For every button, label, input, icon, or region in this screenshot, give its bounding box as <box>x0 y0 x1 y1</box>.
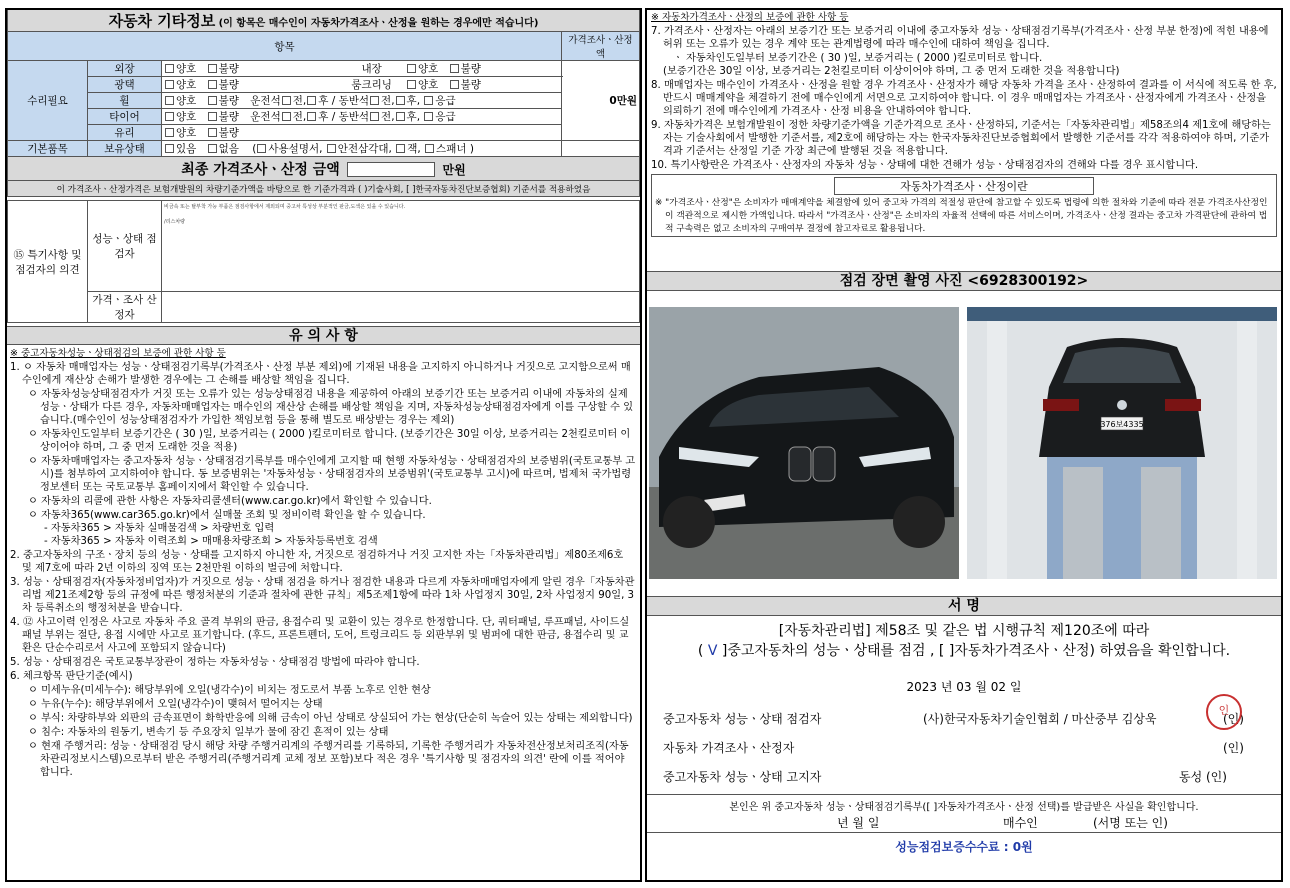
signature-law-line: [자동차관리법] 제58조 및 같은 법 시행규칙 제120조에 따라 <box>778 623 1150 639</box>
receipt-date: 년 월 일 <box>837 816 880 830</box>
exterior-bad-checkbox[interactable] <box>208 64 217 73</box>
notice-item: 2. 중고자동차의 구조ㆍ장치 등의 성능ㆍ상태를 고지하지 아니한 자, 거짓으로 점검하거나 거짓 고지한 자는「자동차관리법」제80조제6호 및 제7호에 따라 2년 이하의 징역 또는 2천만원 이하의 벌금에 처합니다. <box>10 550 624 574</box>
signature-confirm-line: ( V ]중고자동차의 성능ㆍ상태를 점검 , [ ]자동차가격조사ㆍ산정) 하였음을 확인합니다. <box>697 643 1231 659</box>
row-possession: 보유상태 <box>88 141 162 157</box>
glass-good-checkbox[interactable] <box>165 128 174 137</box>
notice-item: ㅇ 침수: 자동차의 원동기, 변속기 등 주요장치 일부가 물에 잠긴 흔적이 있는 상태 <box>28 727 389 738</box>
wheel-bad-checkbox[interactable] <box>208 96 217 105</box>
gloss-good-checkbox[interactable] <box>165 80 174 89</box>
exterior-good-checkbox[interactable] <box>165 64 174 73</box>
rear-plate-text: 376보4335 <box>1100 420 1144 429</box>
gloss-options: 양호 불량 룸크리닝 양호 불량 <box>162 77 562 93</box>
final-price-basis: 이 가격조사ㆍ산정가격은 보험개발원의 차량기준가액을 바탕으로 한 기준가격과 ( )기술사회, [ ]한국자동차진단보증협회) 기준서를 적용하였음 <box>8 181 640 197</box>
notice-list <box>7 345 640 779</box>
guarantee-item: ㆍ 자동차인도일부터 보증기간은 ( 30 )일, 보증거리는 ( 2000 )킬로미터로 합니다. <box>673 53 1043 64</box>
buyer-label: 매수인 <box>1003 816 1038 830</box>
guarantee-item: (보증기간은 30일 이상, 보증거리는 2천킬로미터 이상이어야 하며, 그 중 먼저 도래한 것을 적용합니다) <box>663 66 1120 77</box>
left-panel <box>5 8 642 882</box>
wheel-good-checkbox[interactable] <box>165 96 174 105</box>
glass-bad-checkbox[interactable] <box>208 128 217 137</box>
photo-title: 점검 장면 촬영 사진 <6928300192> <box>647 271 1281 291</box>
wheel-passenger-front-checkbox[interactable] <box>370 96 379 105</box>
right-panel <box>645 8 1283 882</box>
group-repair: 수리필요 <box>8 61 88 141</box>
possession-yes-checkbox[interactable] <box>165 144 174 153</box>
possession-no-checkbox[interactable] <box>208 144 217 153</box>
special-label: ⑮ 특기사항 및 점검자의 의견 <box>8 201 88 323</box>
notice-item: ㅇ 자동차성능상태점검자가 거짓 또는 오류가 있는 성능상태점검 내용을 제공하여 아래의 보증기간 또는 보증거리 이내에 자동차의 실제 성능ㆍ상태가 다른 경우, 자동차매매업자는 매수인의 재산상 손해를 배상할 책임을 지며, 자동차성능상태점검자에게 이를 구상할 수 있습니다.(매수인이 성능상태점검자가 가입한 책임보험 등을 통해 별도로 배상받는 경우는 제외) <box>28 389 634 426</box>
tire-driver-front-checkbox[interactable] <box>282 112 291 121</box>
gloss-bad-checkbox[interactable] <box>208 80 217 89</box>
special-notes-table <box>7 200 640 323</box>
wheel-driver-front-checkbox[interactable] <box>282 96 291 105</box>
tire-bad-checkbox[interactable] <box>208 112 217 121</box>
inspector-seal: (인) <box>1223 712 1244 726</box>
spanner-checkbox[interactable] <box>425 144 434 153</box>
perf-inspector-label: 성능ㆍ상태 점검자 <box>88 201 162 292</box>
notice-item: ㅇ 자동차인도일부터 보증기간은 ( 30 )일, 보증거리는 ( 2000 )킬로미터로 합니다. (보증기간은 30일 이상, 보증거리는 2천킬로미터 이상이어야 하며, 그 중 먼저 도래한 것을 적용) <box>28 429 631 453</box>
appraisal-definition-text: ※ "가격조사ㆍ산정"은 소비자가 매매계약을 체결함에 있어 중고차 가격의 적절성 판단에 참고할 수 있도록 법령에 의한 절차와 기준에 따라 전문 가격조사산정인이 객관적으로 제시한 가액입니다. 따라서 "가격조사ㆍ산정"은 소비자의 자율적 선택에 따른 서비스이며, 가격조사ㆍ산정 결과는 중고차 가격판단에 관하여 법적 구속력은 없고 소비자의 구매여부 결정에 참고자료로 활용됩니다. <box>655 198 1268 234</box>
section-title: 자동차 기타정보 (이 항목은 매수인이 자동차가격조사ㆍ산정을 원하는 경우에만 적습니다) <box>8 10 640 32</box>
notice-item: - 자동차365 > 자동차 실매물검색 > 차량번호 입력 <box>44 523 275 534</box>
tire-options: 양호 불량 운전석 전, 후 / 동반석 전, 후, 응급 <box>162 109 562 125</box>
notice-item: ㅇ 부식: 차량하부와 외판의 금속표면이 화학반응에 의해 금속이 아닌 상태로 상실되어 가는 현상(단순히 녹슬어 있는 상태는 제외합니다) <box>28 713 633 724</box>
appraisal-definition-title: 자동차가격조사ㆍ산정이란 <box>834 177 1094 195</box>
interior-good-checkbox[interactable] <box>407 64 416 73</box>
signature-date: 2023 년 03 월 02 일 <box>906 680 1022 694</box>
guarantee-item: 8. 매매업자는 매수인이 가격조사ㆍ산정을 원할 경우 가격조사ㆍ산정자가 해당 자동차 가격을 조사ㆍ산정하여 결과를 이 서식에 적도록 한 후, 반드시 매매계약을 체결하기 전에 매수인에게 서면으로 고지하여야 합니다. 이 경우 매매업자는 가격조사ㆍ산정자에게 가격조사ㆍ산정을 의뢰하기 전에 매수인에게 가격조사ㆍ산정 비용을 안내하여야 합니다. <box>651 80 1277 117</box>
notice-item: ㅇ 누유(누수): 해당부위에서 오일(냉각수)이 맺혀서 떨어지는 상태 <box>28 699 323 710</box>
guarantee-item: 7. 가격조사ㆍ산정자는 아래의 보증기간 또는 보증거리 이내에 중고자동차 성능ㆍ상태점검기록부(가격조사ㆍ산정 부분 한정)에 적힌 내용에 허위 또는 오류가 있는 경우 계약 또는 관계법령에 따라 매수인에 대하여 책임을 집니다. <box>651 26 1269 50</box>
wheel-passenger-rear-checkbox[interactable] <box>396 96 405 105</box>
front-car-image <box>649 307 959 579</box>
inspector-org: (사)한국자동차기술인협회 / 마산중부 김상욱 <box>923 712 1157 726</box>
notice-item: ㅇ 자동차의 리콜에 관한 사항은 자동차리콜센터(www.car.go.kr)에서 확인할 수 있습니다. <box>28 496 432 507</box>
notice-subtitle: ※ 중고자동차성능ㆍ상태점검의 보증에 관한 사항 등 <box>10 348 226 359</box>
final-price-input[interactable] <box>347 162 435 177</box>
inspection-checkmark[interactable]: V <box>707 643 718 659</box>
signature-section <box>647 616 1281 878</box>
glass-options: 양호 불량 <box>162 125 562 141</box>
room-good-checkbox[interactable] <box>407 80 416 89</box>
notice-item: ㅇ 현재 주행거리: 성능ㆍ상태점검 당시 해당 차량 주행거리계의 주행거리를 기록하되, 기록한 주행거리가 자동차전산정보처리조직(자동차관리정보시스템)으로부터 받은 주행거리(주행거리계 교체 정보 포함)보다 적은 경우 '특기사항 및 점검자의 의견' 란에 이를 적어야 합니다. <box>28 741 629 778</box>
wheel-emergency-checkbox[interactable] <box>424 96 433 105</box>
manual-checkbox[interactable] <box>257 144 266 153</box>
group-basic: 기본품목 <box>8 141 88 157</box>
price-value: 0만원 <box>562 61 640 141</box>
interior-bad-checkbox[interactable] <box>450 64 459 73</box>
guarantee-item: 10. 특기사항란은 가격조사ㆍ산정자의 자동차 성능ㆍ상태에 대한 견해가 성능ㆍ상태점검자의 견해와 다를 경우 표시합니다. <box>651 160 1199 171</box>
tire-emergency-checkbox[interactable] <box>424 112 433 121</box>
row-tire: 타이어 <box>88 109 162 125</box>
notice-item: 4. ⑫ 사고이력 인정은 사고로 자동차 주요 골격 부위의 판금, 용접수리 및 교환이 있는 경우로 한정합니다. 단, 쿼터패널, 루프패널, 사이드실패널 부위는 절단, 용접 시에만 사고로 표기합니다. (후드, 프론트펜더, 도어, 트렁크리드 등 외판부위 및 범퍼에 대한 판금, 용접수리 및 교환은 단순수리로서 사고에 포함되지 않습니다) <box>10 617 630 654</box>
col-item: 항목 <box>8 32 562 61</box>
vehicle-other-info-table <box>7 10 640 197</box>
jack-checkbox[interactable] <box>396 144 405 153</box>
appraiser-seal: (인) <box>1223 741 1244 755</box>
front-car-photo <box>649 307 959 579</box>
room-bad-checkbox[interactable] <box>450 80 459 89</box>
price-guarantee-title: ※ 자동차가격조사ㆍ산정의 보증에 관한 사항 등 <box>651 12 849 23</box>
row-glass: 유리 <box>88 125 162 141</box>
price-appraiser-label: 가격ㆍ조사 산정자 <box>88 292 162 323</box>
final-price-row: 최종 가격조사ㆍ산정 금액 만원 <box>8 157 640 181</box>
official-stamp: 인 <box>1206 694 1242 730</box>
rear-car-photo <box>967 307 1277 579</box>
notice-item: ㅇ 자동차365(www.car365.go.kr)에서 실매물 조회 및 정비이력 확인을 할 수 있습니다. <box>28 510 426 521</box>
notice-item: ㅇ 미세누유(미세누수): 해당부위에 오일(냉각수)이 비치는 정도로서 부품 노후로 인한 현상 <box>28 685 431 696</box>
tire-driver-rear-checkbox[interactable] <box>307 112 316 121</box>
notice-item: 5. 성능ㆍ상태점검은 국토교통부장관이 정하는 자동차성능ㆍ상태점검 방법에 따라야 합니다. <box>10 657 420 668</box>
photo-area <box>647 291 1281 596</box>
signature-title: 서 명 <box>647 596 1281 616</box>
receipt-statement: 본인은 위 중고자동차 성능ㆍ상태점검기록부([ ]자동차가격조사ㆍ산정 선택)를 발급받은 사실을 확인합니다. <box>729 802 1199 813</box>
notice-title: 유 의 사 항 <box>7 326 640 345</box>
fee-text: 성능점검보증수수료 : 0원 <box>895 840 1033 854</box>
buyer-sign: (서명 또는 인) <box>1093 816 1168 830</box>
notice-item: - 자동차365 > 자동차 이력조회 > 매매용차량조회 > 자동차등록번호 검색 <box>44 536 378 547</box>
exterior-options: 양호 불량 내장 양호 불량 <box>162 61 562 77</box>
appraiser-label: 자동차 가격조사ㆍ산정자 <box>663 741 795 755</box>
tire-good-checkbox[interactable] <box>165 112 174 121</box>
perf-inspector-opinion: 비금속 또는 탈부착 가능 부품은 점검사항에서 제외되며 중고차 특성상 부분적인 판금,도색은 있을 수 있습니다. /리스차량 <box>162 201 640 292</box>
tire-passenger-front-checkbox[interactable] <box>370 112 379 121</box>
col-price: 가격조사ㆍ산정액 <box>562 32 640 61</box>
tire-passenger-rear-checkbox[interactable] <box>396 112 405 121</box>
row-room: 룸크리닝 <box>351 79 392 91</box>
wheel-options: 양호 불량 운전석 전, 후 / 동반석 전, 후, 응급 <box>162 93 562 109</box>
triangle-checkbox[interactable] <box>327 144 336 153</box>
possession-options: 있음 없음 ( 사용설명서, 안전삼각대, 잭, 스패너 ) <box>162 141 562 157</box>
price-guarantee-section <box>647 10 1281 271</box>
rear-car-image <box>967 307 1277 579</box>
notifier-name: 동성 (인) <box>1179 770 1227 784</box>
inspector-label: 중고자동차 성능ㆍ상태 점검자 <box>663 712 822 726</box>
wheel-driver-rear-checkbox[interactable] <box>307 96 316 105</box>
row-interior: 내장 <box>361 63 382 75</box>
row-gloss: 광택 <box>88 77 162 93</box>
notice-item: 6. 체크항목 판단기준(예시) <box>10 671 133 682</box>
price-appraiser-opinion <box>162 292 640 323</box>
notice-item: ㅇ 자동차매매업자는 중고자동차 성능ㆍ상태점검기록부를 매수인에게 고지할 때 현행 자동차성능ㆍ상태점검자의 보증범위(국토교통부 고시)를 첨부하여 고지하여야 합니다. 동 보증범위는 '자동차성능ㆍ상태점검자의 보증범위'(국토교통부 고시)에 따르며, 법제처 국가법령정보센터 또는 국토교통부 홈페이지에서 확인할 수 있습니다. <box>28 456 636 493</box>
guarantee-item: 9. 자동차가격은 보험개발원이 정한 차량기준가액을 기준가격으로 조사ㆍ산정하되, 기준서는「자동차관리법」제58조의4 제1호에 해당하는 자는 기술사회에서 발행한 기준서를, 제2호에 해당하는 자는 한국자동차진단보증협회에서 발행한 기준서를 각각 적용하여야 하며, 기준가격과 기준서는 산정일 기준 가장 최근에 발행된 것을 적용합니다. <box>651 120 1271 157</box>
appraisal-definition-box <box>651 174 1277 237</box>
notice-item: 1. ㅇ 자동차 매매업자는 성능ㆍ상태점검기록부(가격조사ㆍ산정 부분 제외)에 기재된 내용을 고지하지 아니하거나 거짓으로 고지함으로써 매수인에게 재산상 손해가 발생한 경우에는 그 손해를 배상할 책임을 집니다. <box>10 362 631 386</box>
notice-item: 3. 성능ㆍ상태점검자(자동차정비업자)가 거짓으로 성능ㆍ상태 점검을 하거나 점검한 내용과 다르게 자동차매매업자에게 알린 경우「자동차관리법 제21조제2항 등의 규정에 따른 행정처분의 기준과 절차에 관한 규칙」제5조제1항에 따라 1차 사업정지 30일, 2차 사업정지 90일, 3차 등록취소의 행정처분을 받습니다. <box>10 577 635 614</box>
row-exterior: 외장 <box>88 61 162 77</box>
row-wheel: 휠 <box>88 93 162 109</box>
notifier-label: 중고자동차 성능ㆍ상태 고지자 <box>663 770 822 784</box>
